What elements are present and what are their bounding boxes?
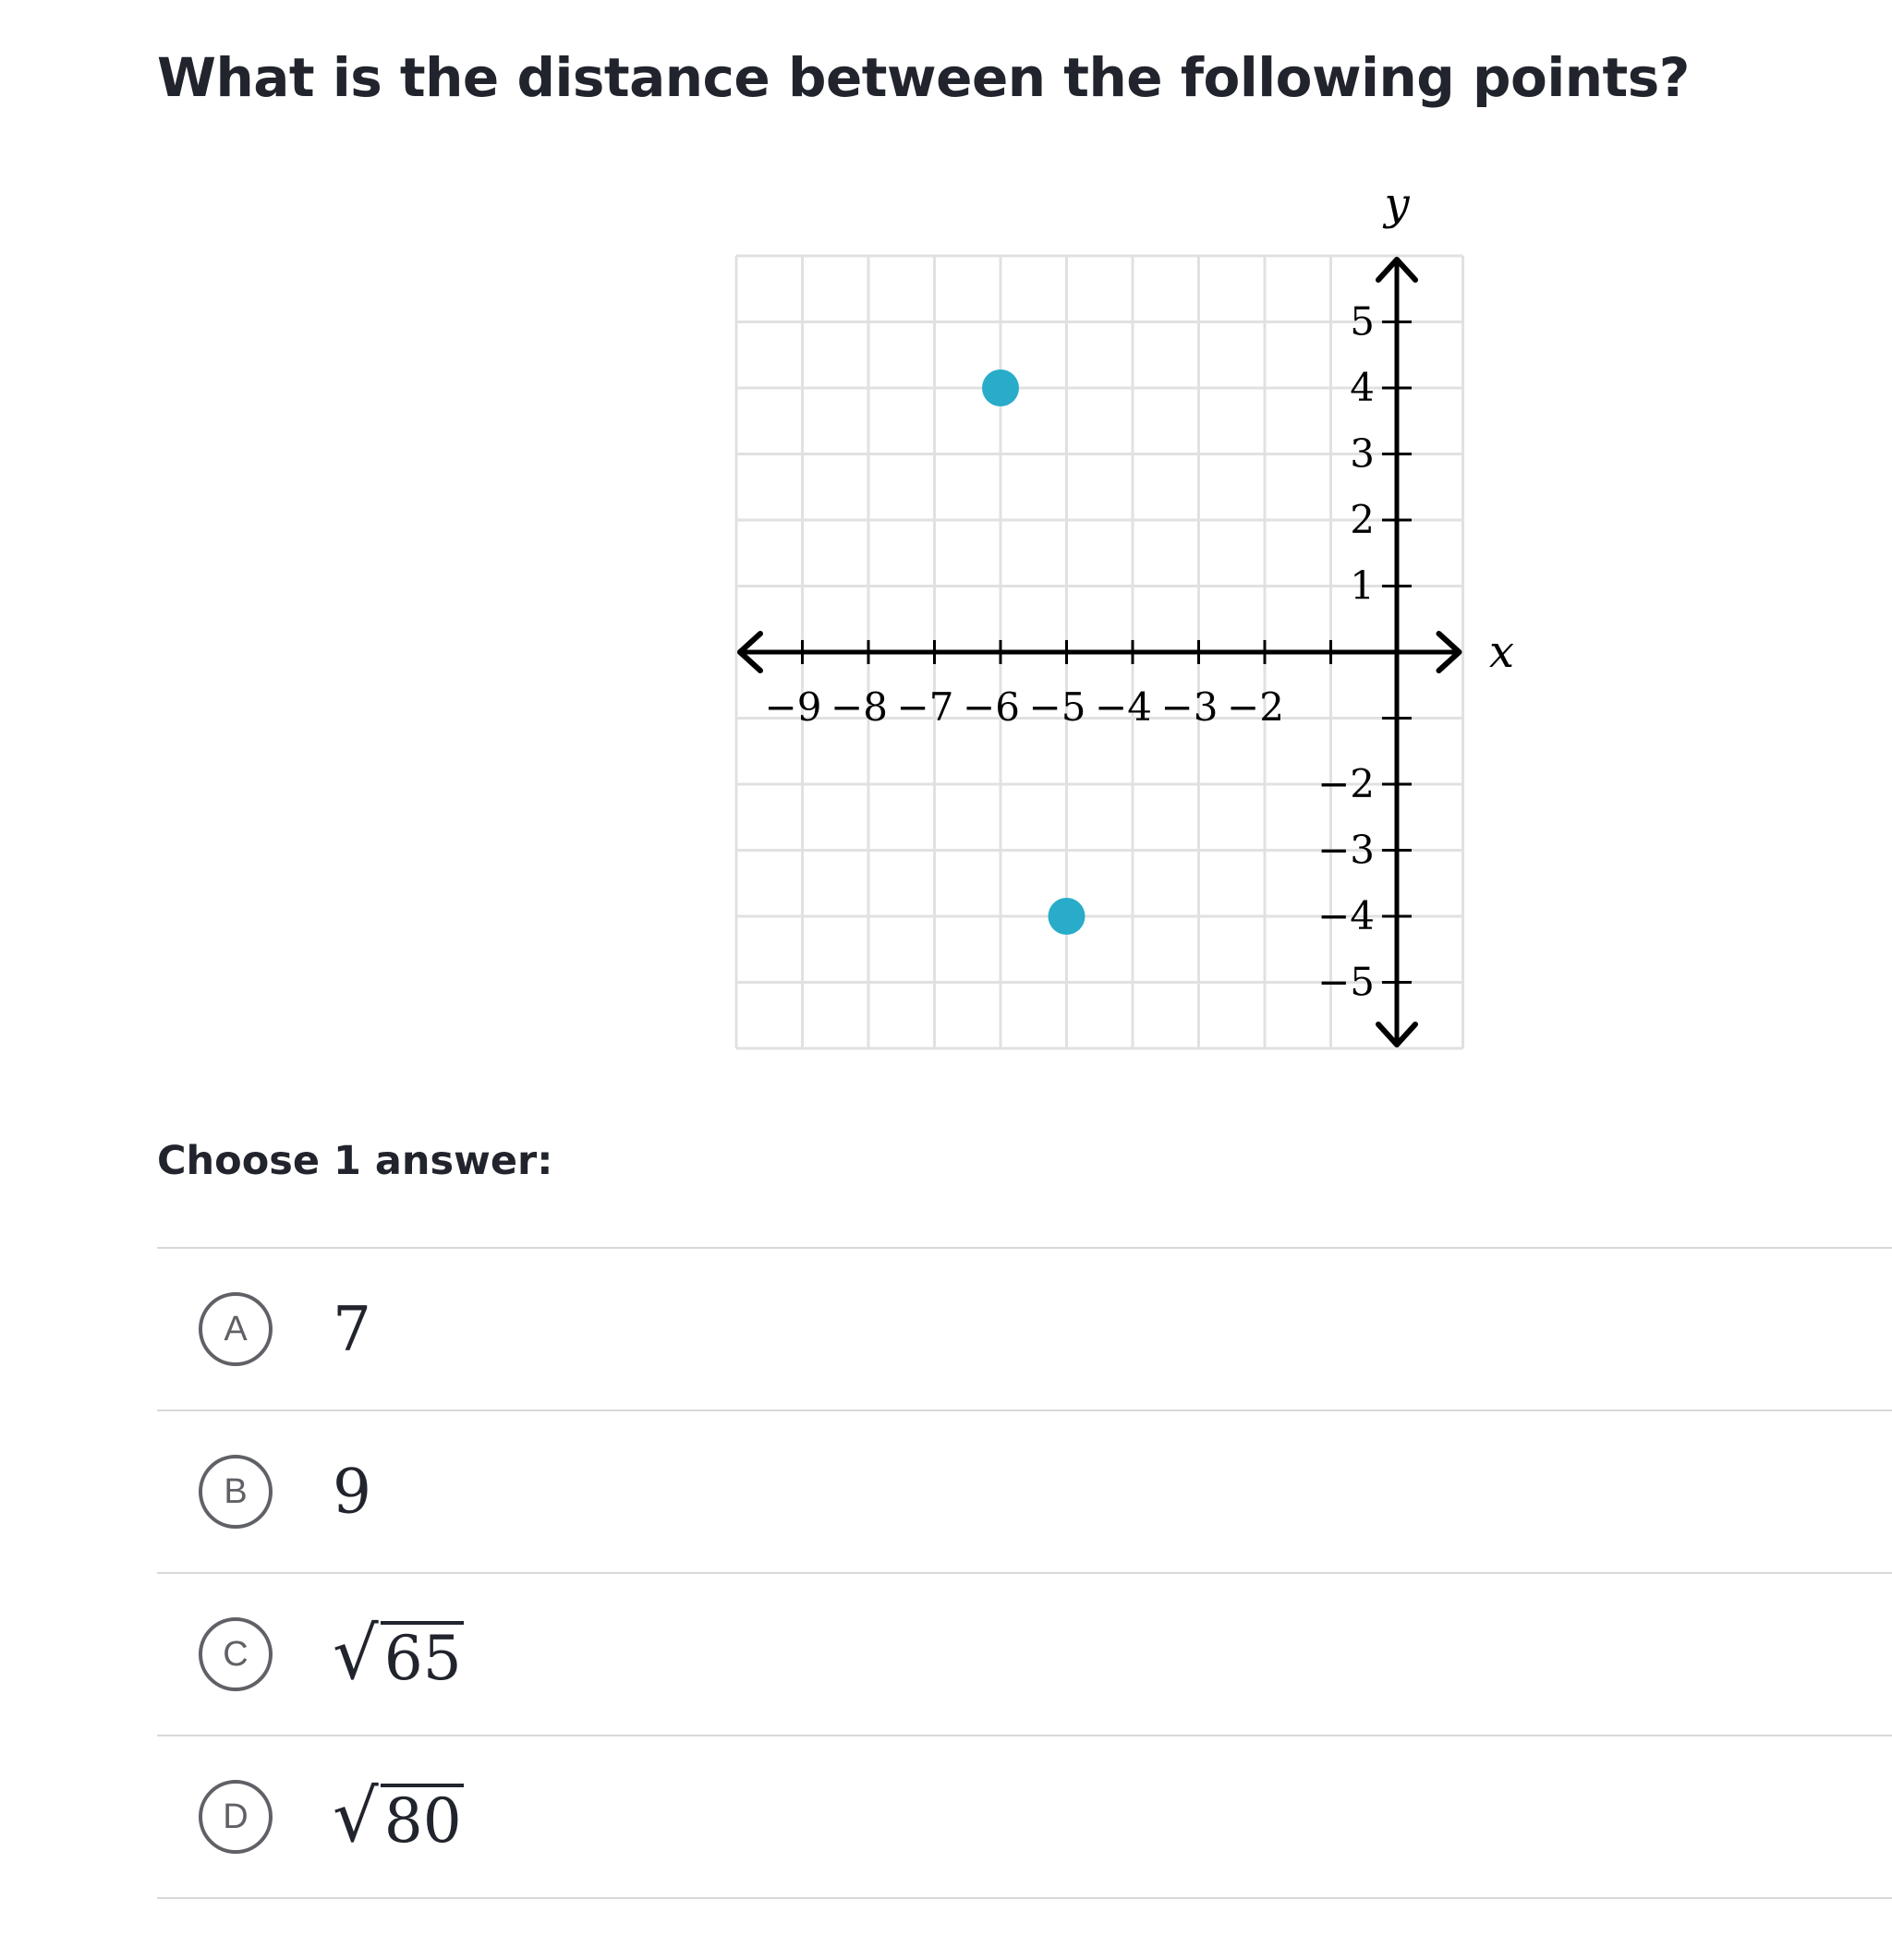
choose-answer-prompt: Choose 1 answer: xyxy=(157,1138,553,1184)
x-tick-label: −3 xyxy=(1160,684,1219,730)
answer-choices xyxy=(157,1247,1892,1899)
choice-b[interactable] xyxy=(157,1411,1892,1574)
graph-svg xyxy=(721,175,1552,1081)
data-point xyxy=(982,369,1019,406)
choice-c[interactable] xyxy=(157,1574,1892,1736)
x-tick-label: −8 xyxy=(831,684,888,730)
y-tick-label: 3 xyxy=(1350,430,1375,477)
data-point xyxy=(1049,898,1085,935)
y-tick-label: 1 xyxy=(1350,563,1375,609)
choice-b-value: 9 xyxy=(333,1456,371,1528)
x-tick-label: −5 xyxy=(1028,684,1086,730)
choice-a-value: 7 xyxy=(333,1293,371,1365)
choice-b-letter-icon: B xyxy=(199,1455,273,1529)
x-tick-label: −6 xyxy=(963,684,1020,730)
choice-c-value: 65 xyxy=(381,1621,464,1690)
x-tick-label: −9 xyxy=(764,684,822,730)
y-axis-label: y xyxy=(1384,178,1410,230)
choice-c-sqrt xyxy=(333,1613,464,1696)
y-tick-label: 2 xyxy=(1350,497,1375,542)
choice-d-value: 80 xyxy=(381,1784,464,1853)
choice-a-letter-icon: A xyxy=(199,1292,273,1366)
x-tick-label: −4 xyxy=(1095,684,1152,730)
choice-c-letter-icon: C xyxy=(199,1617,273,1691)
y-tick-label: −2 xyxy=(1317,761,1375,806)
y-tick-label: 4 xyxy=(1350,365,1375,410)
y-tick-label: −4 xyxy=(1317,893,1375,938)
y-tick-label: −5 xyxy=(1317,959,1375,1005)
y-tick-label: −3 xyxy=(1317,827,1375,873)
choice-d-sqrt xyxy=(333,1775,464,1858)
question-text: What is the distance between the following points? xyxy=(157,46,1690,109)
y-tick-label: 5 xyxy=(1350,298,1375,345)
choice-d-letter-icon: D xyxy=(199,1780,273,1854)
x-axis-label: x xyxy=(1488,626,1515,678)
choice-d[interactable] xyxy=(157,1736,1892,1899)
radical-sign-icon: √ xyxy=(333,1613,379,1696)
radical-sign-icon: √ xyxy=(333,1775,379,1858)
x-tick-label: −2 xyxy=(1227,684,1284,730)
choice-a[interactable] xyxy=(157,1249,1892,1411)
coordinate-graph xyxy=(721,175,1552,1081)
x-tick-label: −7 xyxy=(896,684,954,730)
